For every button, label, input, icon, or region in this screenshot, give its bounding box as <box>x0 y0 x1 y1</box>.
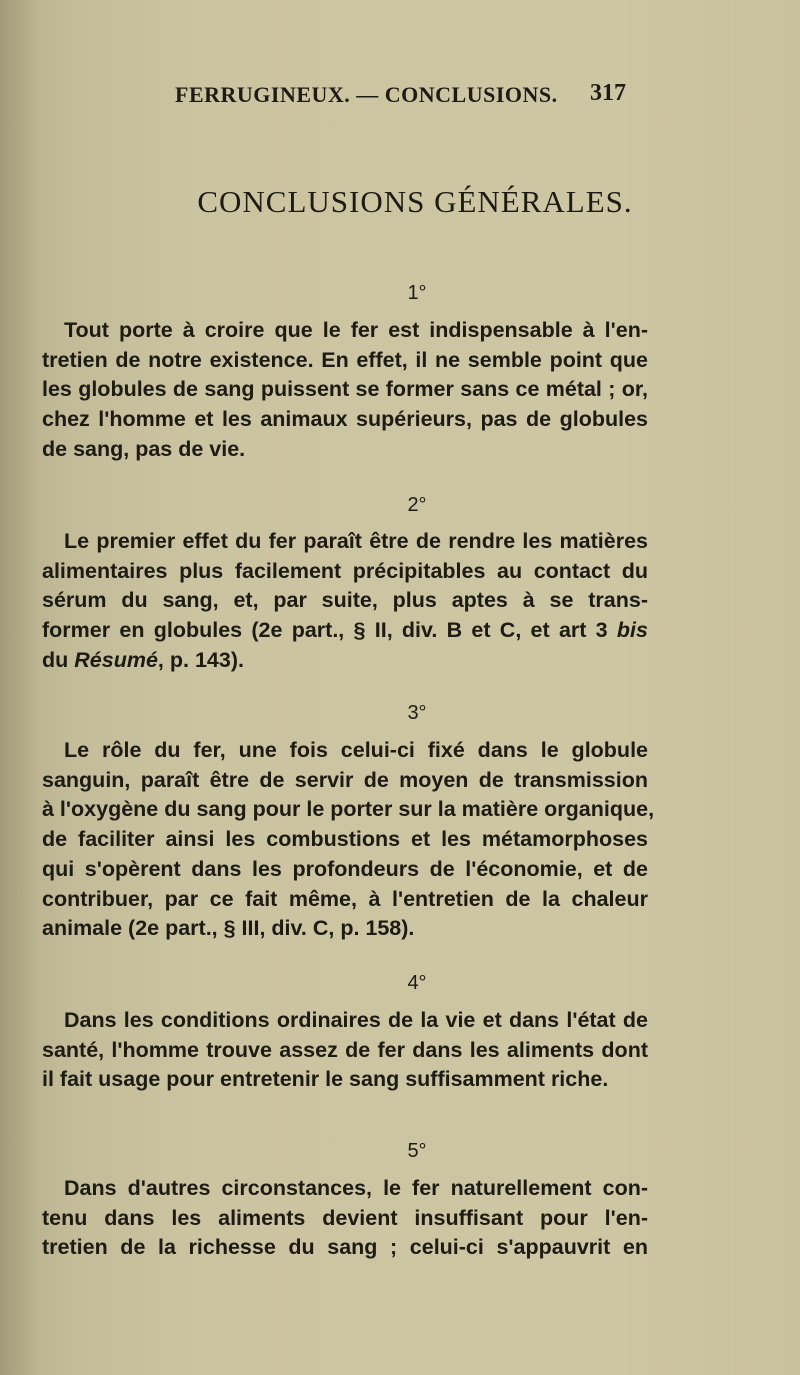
paragraph-line: il fait usage pour entretenir le sang suffisamment riche. <box>42 1067 609 1092</box>
section-numeral-3: 3° <box>407 702 427 724</box>
paragraph-line: sérum du sang, et, par suite, plus aptes à se trans- <box>42 588 648 613</box>
page-number: 317 <box>590 80 626 106</box>
section-numeral-2: 2° <box>407 494 427 516</box>
paragraph-line <box>42 616 648 646</box>
paragraph-line <box>42 646 648 676</box>
section-numeral-1: 1° <box>407 282 427 304</box>
section-paragraph-4 <box>42 1006 648 1095</box>
section-numeral-5: 5° <box>407 1140 427 1162</box>
paragraph-line: animale (2e part., § III, div. C, p. 158). <box>42 916 415 941</box>
paragraph-line: de faciliter ainsi les combustions et les métamorphoses <box>42 827 648 852</box>
paragraph-line: Dans les conditions ordinaires de la vie et dans l'état de <box>64 1008 648 1032</box>
paragraph-line: Le rôle du fer, une fois celui-ci fixé dans le globule <box>64 738 648 762</box>
paragraph-line: alimentaires plus facilement précipitables au contact du <box>42 558 648 583</box>
section-paragraph-2 <box>42 527 648 676</box>
running-head <box>0 82 800 122</box>
section-paragraph-3 <box>42 736 655 944</box>
paragraph-line: Tout porte à croire que le fer est indispensable à l'en- <box>64 318 648 342</box>
paragraph-line: contribuer, par ce fait même, à l'entretien de la chaleur <box>42 886 648 911</box>
paragraph-line: à l'oxygène du sang pour le porter sur la matière organique, <box>42 797 655 822</box>
chapter-heading: CONCLUSIONS GÉNÉRALES. <box>197 184 633 219</box>
line-text: former en globules (2e part., § II, div. B et C, et art 3 <box>42 618 608 643</box>
section-paragraph-1 <box>42 316 648 465</box>
paragraph-line: sanguin, paraît être de servir de moyen de transmission <box>42 767 648 792</box>
paragraph-line: qui s'opèrent dans les profondeurs de l'économie, et de <box>42 856 648 881</box>
running-title: FERRUGINEUX. — CONCLUSIONS. <box>175 82 558 107</box>
paragraph-line: Le premier effet du fer paraît être de rendre les matières <box>64 529 648 553</box>
paragraph-line: chez l'homme et les animaux supérieurs, pas de globules <box>42 407 648 432</box>
paragraph-line: Dans d'autres circonstances, le fer naturellement con- <box>64 1176 648 1200</box>
italic-bis: bis <box>616 618 648 643</box>
paragraph-line: les globules de sang puissent se former sans ce métal ; or, <box>42 377 648 402</box>
paragraph-line: de sang, pas de vie. <box>42 436 246 461</box>
paragraph-line: santé, l'homme trouve assez de fer dans les aliments dont <box>42 1037 648 1062</box>
line-text: du <box>42 647 69 672</box>
section-paragraph-5 <box>42 1174 648 1263</box>
paragraph-line: tretien de la richesse du sang ; celui-ci s'appauvrit en <box>42 1235 648 1260</box>
paragraph-line: tenu dans les aliments devient insuffisant pour l'en- <box>42 1205 648 1230</box>
line-text-tail: , p. 143). <box>157 647 244 672</box>
italic-resume: Résumé <box>74 647 158 672</box>
paragraph-line: tretien de notre existence. En effet, il ne semble point que <box>42 347 648 372</box>
section-numeral-4: 4° <box>407 972 427 994</box>
